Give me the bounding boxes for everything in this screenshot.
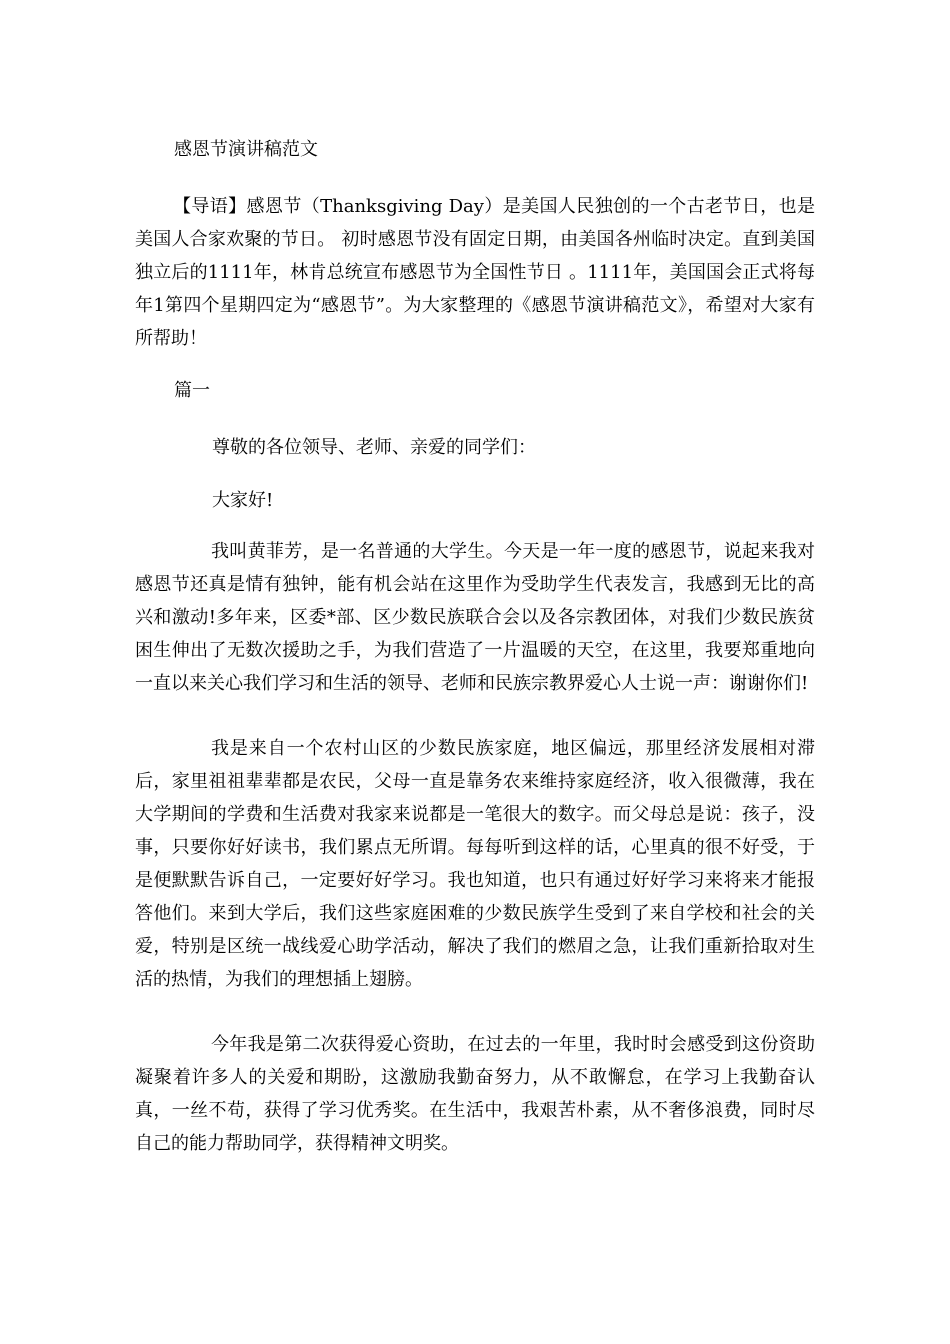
body-paragraph-2: 我是来自一个农村山区的少数民族家庭，地区偏远，那里经济发展相对滞后，家里祖祖辈辈都是农民，父母一直是靠务农来维持家庭经济，收入很微薄，我在大学期间的学费和生活费对我家来说都是一笔很大的数字。而父母总是说：孩子，没事，只要你好好读书，我们累点无所谓。每每听到这样的话，心里真的很不好受，于是便默默告诉自己，一定要好好学习。我也知道，也只有通过好好学习来将来才能报答他们。来到大学后，我们这些家庭困难的少数民族学生受到了来自学校和社会的关爱，特别是区统一战线爱心助学活动，解决了我们的燃眉之急，让我们重新拾取对生活的热情，为我们的理想插上翅膀。 <box>135 738 815 990</box>
section-label: 篇一 <box>174 380 210 401</box>
body-paragraph-3: 今年我是第二次获得爱心资助，在过去的一年里，我时时会感受到这份资助凝聚着许多人的关爱和期盼，这激励我勤奋努力，从不敢懈怠，在学习上我勤奋认真，一丝不苟，获得了学习优秀奖。在生活中，我艰苦朴素，从不奢侈浪费，同时尽自己的能力帮助同学，获得精神文明奖。 <box>135 1034 815 1154</box>
document-title: 感恩节演讲稿范文 <box>174 139 318 160</box>
intro-paragraph <box>135 190 815 355</box>
intro-text: 【导语】感恩节（Thanksgiving Day）是美国人民独创的一个古老节日，也是美国人合家欢聚的节日。 初时感恩节没有固定日期，由美国各州临时决定。直到美国独立后的1111年，林肯总统宣布感恩节为全国性节日 。1111年，美国国会正式将每年1第四个星期四定为“感恩节”。为大家整理的《感恩节演讲稿范文》，希望对大家有所帮助！ <box>135 196 815 349</box>
greeting: 大家好! <box>212 490 274 511</box>
body-paragraph-1: 我叫黄菲芳，是一名普通的大学生。今天是一年一度的感恩节，说起来我对感恩节还真是情有独钟，能有机会站在这里作为受助学生代表发言，我感到无比的高兴和激动!多年来，区委*部、区少数民族联合会以及各宗教团体，对我们少数民族贫困生伸出了无数次援助之手，为我们营造了一片温暖的天空，在这里，我要郑重地向一直以来关心我们学习和生活的领导、老师和民族宗教界爱心人士说一声：谢谢你们! <box>135 541 815 694</box>
salutation: 尊敬的各位领导、老师、亲爱的同学们： <box>212 437 536 458</box>
